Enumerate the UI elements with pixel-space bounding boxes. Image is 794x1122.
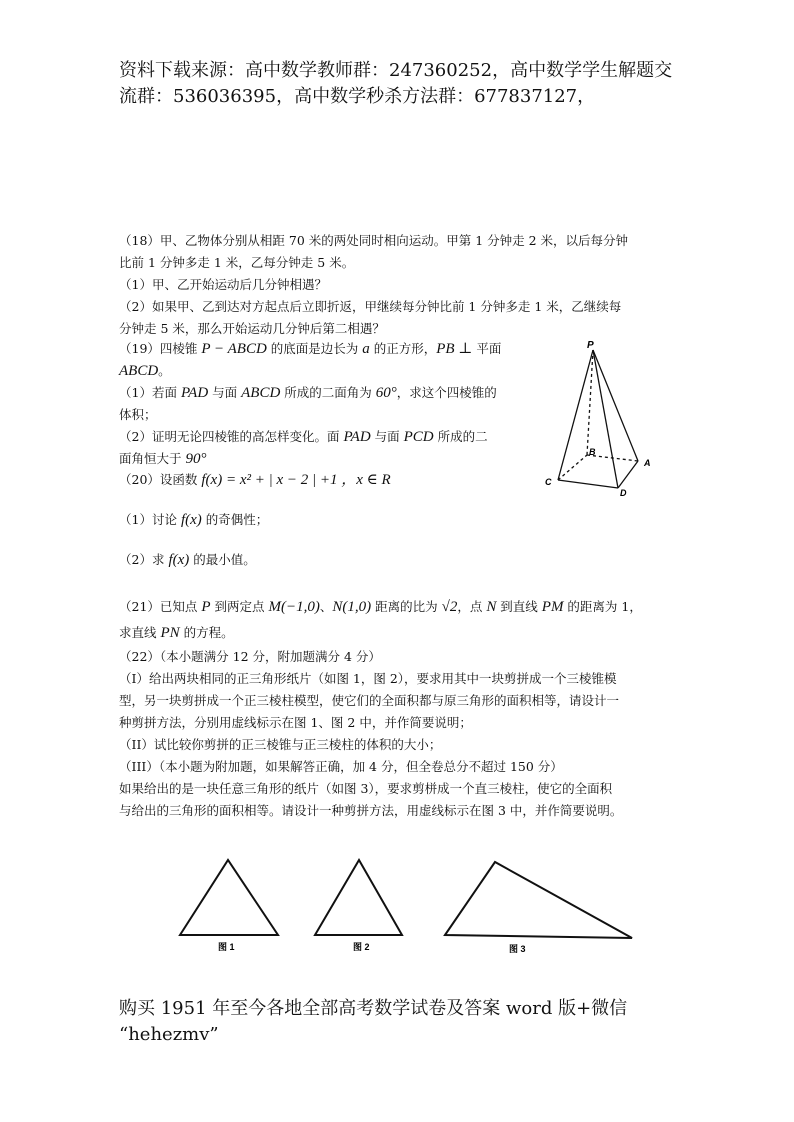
- q22-line-2: （I）给出两块相同的正三角形纸片（如图 1，图 2），要求用其中一块剪拼成一个三棱锥模: [119, 671, 617, 686]
- figure-1-label: 图 1: [218, 942, 235, 952]
- q18-line-2: 比前 1 分钟多走 1 米，乙每分钟走 5 米。: [119, 255, 355, 270]
- q21-line-2: 求直线 PN 的方程。: [119, 625, 234, 641]
- q22-line-5: （II）试比较你剪拼的正三棱锥与正三棱柱的体积的大小；: [119, 737, 442, 752]
- q22-line-7: 如果给出的是一块任意三角形的纸片（如图 3），要求剪栟成一个直三棱柱，使它的全面积: [119, 781, 613, 796]
- footer-line-2: “hehezmv”: [119, 1024, 219, 1045]
- question-21: [119, 594, 679, 646]
- edge-pc: [558, 350, 593, 480]
- q20-line-1: （20）设函数 f(x) = x² + | x − 2 | +1 ，x ∈ R: [119, 472, 391, 488]
- figure-3-label: 图 3: [509, 944, 526, 954]
- q21-line-1: （21）已知点 P 到两定点 M(−1,0)、N(1,0) 距离的比为 √2，点 N 到直线 PM 的距离为 1，: [119, 599, 642, 615]
- q19-line-3: （1）若面 PAD 与面 ABCD 所成的二面角为 60°，求这个四棱锥的: [119, 385, 497, 401]
- figure-2-triangle: [315, 860, 402, 935]
- q18-line-4: （2）如果甲、乙到达对方起点后立即折返，甲继续每分钟比前 1 分钟多走 1 米，乙继续每: [119, 299, 622, 314]
- label-p: P: [587, 340, 594, 351]
- q22-line-8: 与给出的三角形的面积相等。请设计一种剪拼方法，用虚线标示在图 3 中，并作简要说明。: [119, 803, 623, 818]
- q22-line-1: （22）（本小题满分 12 分，附加题满分 4 分）: [119, 649, 381, 664]
- q19-line-1: （19）四棱锥 P − ABCD 的底面是边长为 a 的正方形，PB ⊥ 平面: [119, 341, 502, 357]
- label-a: A: [644, 458, 651, 468]
- triangle-figures: [170, 850, 650, 960]
- question-19: [119, 338, 539, 470]
- q22-line-4: 种剪拼方法，分别用虚线标示在图 1、图 2 中，并作简要说明；: [119, 715, 472, 730]
- label-c: C: [545, 477, 552, 487]
- q20-line-3: （2）求 f(x) 的最小值。: [119, 552, 256, 568]
- figure-2-label: 图 2: [353, 942, 370, 952]
- q19-line-6: 面角恒大于 90°: [119, 451, 207, 467]
- label-b: B: [589, 447, 596, 457]
- edge-pa: [593, 350, 638, 461]
- edge-pb: [587, 350, 593, 455]
- q18-line-3: （1）甲、乙开始运动后几分钟相遇？: [119, 277, 327, 292]
- purchase-footer: [119, 996, 719, 1048]
- q18-line-5: 分钟走 5 米，那么开始运动几分钟后第二相遇？: [119, 321, 385, 336]
- q22-line-6: （III）（本小题为附加题，如果解答正确，加 4 分，但全卷总分不超过 150 分）: [119, 759, 563, 774]
- header-line-2: 流群：536036395，高中数学秒杀方法群：677837127，: [119, 86, 596, 107]
- figure-3-triangle: [445, 862, 632, 938]
- label-d: D: [620, 488, 627, 498]
- q19-line-4: 体积；: [119, 407, 157, 422]
- q22-line-3: 型，另一块剪拼成一个正三棱柱模型，使它们的全面积都与原三角形的面积相等，请设计一: [119, 693, 620, 708]
- q19-line-2: ABCD。: [119, 363, 171, 379]
- header-line-1: 资料下载来源：高中数学教师群：247360252，高中数学学生解题交: [119, 60, 673, 81]
- question-22: [119, 646, 689, 822]
- source-header: [119, 58, 719, 110]
- figure-1-triangle: [180, 860, 278, 935]
- question-18: [119, 230, 679, 340]
- footer-line-1: 购买 1951 年至今各地全部高考数学试卷及答案 word 版+微信: [119, 998, 628, 1019]
- q20-line-2: （1）讨论 f(x) 的奇偶性；: [119, 512, 269, 528]
- q19-line-5: （2）证明无论四棱锥的高怎样变化。面 PAD 与面 PCD 所成的二: [119, 429, 488, 445]
- question-20: [119, 468, 679, 572]
- q18-line-1: （18）甲、乙物体分别从相距 70 米的两处同时相向运动。甲第 1 分钟走 2 米，以后每分钟: [119, 233, 629, 248]
